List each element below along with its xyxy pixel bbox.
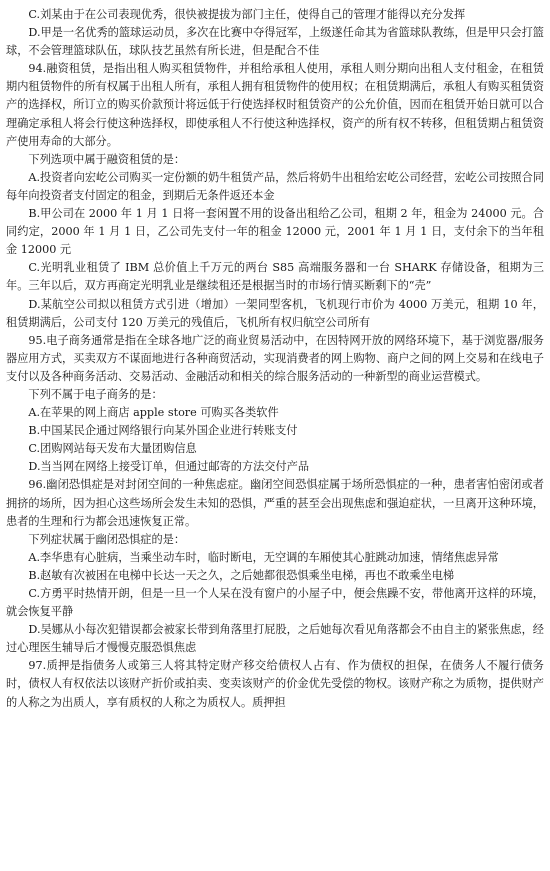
paragraph-option-c-liu: C.刘某由于在公司表现优秀，很快被提拔为部门主任，使得自己的管理才能得以充分发挥 bbox=[28, 8, 466, 21]
paragraph-q94-option-b: B.甲公司在 2000 年 1 月 1 日将一套闲置不用的设备出租给乙公司，租期 2 年，租金为 24000 元。合同约定，2000 年 1 月 1 日，乙公司先支付一年的租金 12000 元，2001 年 1 月 1 日，支付余下的当年租金 12000 元 bbox=[6, 207, 544, 257]
paragraph-q97-definition: 97.质押是指债务人或第三人将其特定财产移交给债权人占有、作为债权的担保，在债务人不履行债务时，债权人有权依法以该财产折价或拍卖、变卖该财产的价金优先受偿的物权。该财产称之为质物，提供财产的人称之为出质人，享有质权的人称之为质权人。质押担 bbox=[6, 659, 544, 709]
paragraph-q95-prompt: 下列不属于电子商务的是： bbox=[28, 387, 163, 401]
paragraph-q94-definition: 94.融资租赁，是指出租人购买租赁物件，并租给承租人使用，承租人则分期向出租人支付租金，在租赁期内租赁物件的所有权属于出租人所有，承租人拥有租赁物件的使用权；在租赁期满后，承租人有购买租赁资产的选择权，所订立的购买价款预计将远低于行使选择权时租赁资产的公允价值，因而在租赁开始日就可以合理确定承租人将会行使这种选择权，即使承租人不行使这种选择权，资产的所有权不转移，但租赁期占租赁资产使用寿命的大部分。 bbox=[6, 62, 544, 148]
paragraph-q96-option-a: A.李华患有心脏病，当乘坐动车时，临时断电，无空调的车厢使其心脏跳动加速，情绪焦虑异常 bbox=[28, 550, 499, 564]
paragraph-q94-option-d: D.某航空公司拟以租赁方式引进（增加）一架同型客机，飞机现行市价为 4000 万美元，租期 10 年，租赁期满后，公司支付 120 万美元的残值后，飞机所有权归航空公司所有 bbox=[6, 297, 544, 329]
paragraph-q94-option-c: C.光明乳业租赁了 IBM 总价值上千万元的两台 S85 高端服务器和一台 SHARK 存储设备，租期为三年。三年以后，双方再商定光明乳业是继续租还是根据当时的市场行情买断剩下的“壳” bbox=[6, 261, 544, 293]
paragraph-q95-option-d: D.当当网在网络上接受订单，但通过邮寄的方法交付产品 bbox=[28, 460, 310, 474]
paragraph-q96-definition: 96.幽闭恐惧症是对封闭空间的一种焦虑症。幽闭空间恐惧症属于场所恐惧症的一种，患者害怕密闭或者拥挤的场所，因为担心这些场所会发生未知的恐惧，严重的甚至会出现焦虑和强迫症状，一旦离开这种环境，患者的生理和行为都会迅速恢复正常。 bbox=[6, 478, 544, 528]
paragraph-q96-option-b: B.赵敏有次被困在电梯中长达一天之久，之后她都很恐惧乘坐电梯，再也不敢乘坐电梯 bbox=[28, 568, 455, 582]
paragraph-q95-option-b: B.中国某民企通过网络银行向某外国企业进行转账支付 bbox=[28, 424, 298, 438]
paragraph-q94-option-a: A.投资者向宏屹公司购买一定份额的奶牛租赁产品，然后将奶牛出租给宏屹公司经营，宏屹公司按照合同每年向投资者支付固定的租金，到期后无条件返还本金 bbox=[6, 170, 544, 202]
paragraph-q95-option-c: C.团购网站每天发布大量团购信息 bbox=[28, 442, 197, 456]
paragraph-q94-prompt: 下列选项中属于融资租赁的是： bbox=[28, 152, 186, 166]
paragraph-q95-option-a: A.在苹果的网上商店 apple store 可购买各类软件 bbox=[28, 406, 279, 420]
paragraph-option-d-basketball: D.甲是一名优秀的篮球运动员，多次在比赛中夺得冠军，上级遂任命其为省篮球队教练，但是甲只会打篮球，不会管理篮球队伍，球队技艺虽然有所长进，但是配合不佳 bbox=[6, 26, 544, 58]
paragraph-q96-option-d: D.吴娜从小每次犯错误都会被家长带到角落里打屁股，之后她每次看见角落都会不由自主的紧张焦虑，经过心理医生辅导后才慢慢克服恐惧焦虑 bbox=[6, 623, 544, 655]
paragraph-q96-prompt: 下列症状属于幽闭恐惧症的是： bbox=[28, 532, 186, 546]
paragraph-q95-definition: 95.电子商务通常是指在全球各地广泛的商业贸易活动中，在因特网开放的网络环境下，基于浏览器/服务器应用方式，买卖双方不谋面地进行各种商贸活动，实现消费者的网上购物、商户之间的网上交易和在线电子支付以及各种商务活动、交易活动、金融活动和相关的综合服务活动的一种新型的商业运营模式。 bbox=[6, 333, 544, 383]
paragraph-q96-option-c: C.方勇平时热情开朗，但是一旦一个人呆在没有窗户的小屋子中，便会焦躁不安，带他离开这样的环境，就会恢复平静 bbox=[6, 587, 544, 619]
